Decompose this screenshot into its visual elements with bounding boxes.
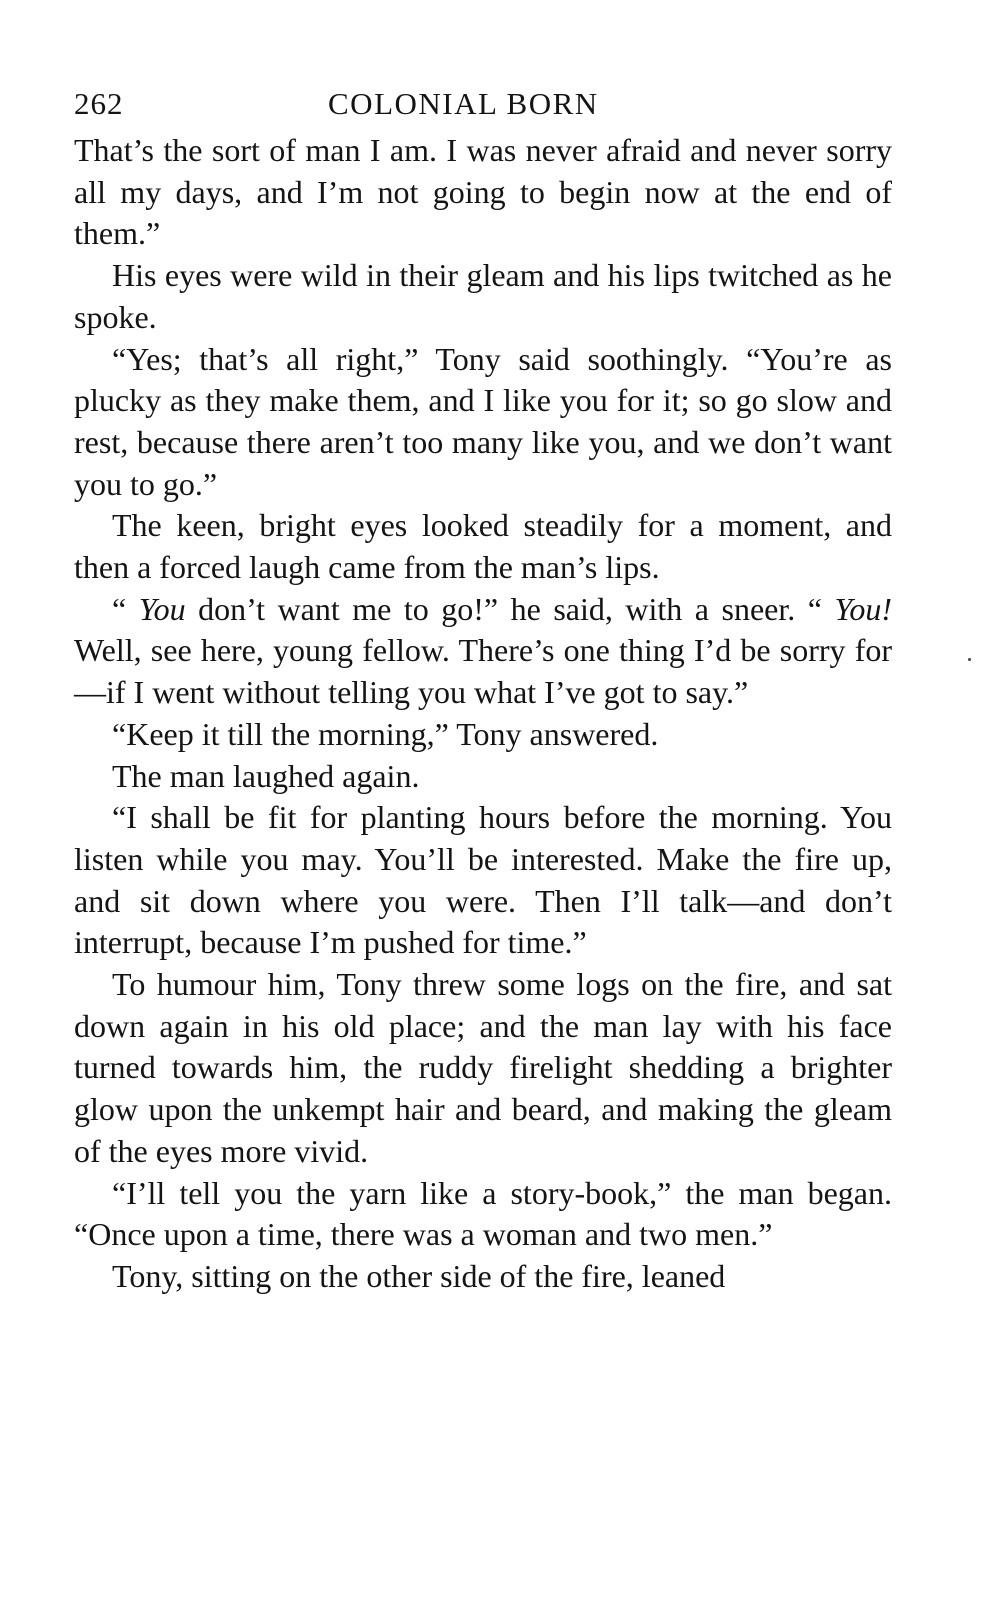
quote-open: “ <box>112 590 139 627</box>
paragraph-text: don’t want me to go!” he said, with a sneer. “ <box>185 590 835 627</box>
paragraph: His eyes were wild in their gleam and his lips twitched as he spoke. <box>74 257 892 335</box>
paragraph: The man laughed again. <box>112 757 420 794</box>
paragraph: “I shall be fit for planting hours before the morning. You listen while you may. You’ll be interested. Make the fire up, and sit down where you were. Then I’ll talk—and don’t interrupt, because I’m pushed for time.” <box>74 799 892 961</box>
print-speck <box>968 658 971 661</box>
page-number: 262 <box>74 86 124 121</box>
running-head <box>74 78 892 130</box>
body-text <box>74 130 892 1298</box>
paragraph: That’s the sort of man I am. I was never afraid and never sorry all my days, and I’m not going to begin now at the end of them.” <box>74 132 892 252</box>
paragraph: “Yes; that’s all right,” Tony said soothingly. “You’re as plucky as they make them, and I like you for it; so go slow and rest, because there aren’t too many like you, and we don’t want you to go.” <box>74 340 892 502</box>
paragraph: “I’ll tell you the yarn like a story-book,” the man began. “Once upon a time, there was a woman and two men.” <box>74 1174 892 1253</box>
paragraph: The keen, bright eyes looked steadily for a moment, and then a forced laugh came from the man’s lips. <box>74 507 892 586</box>
emphasis-you-exclaim: You! <box>834 590 893 627</box>
emphasis-you: You <box>138 590 186 627</box>
paragraph-text: Well, see here, young fellow. There’s one thing I’d be sorry for—if I went without telling you what I’ve got to say.” <box>74 632 892 711</box>
paragraph <box>74 589 892 714</box>
book-page <box>74 78 892 1298</box>
paragraph: To humour him, Tony threw some logs on the fire, and sat down again in his old place; and the man lay with his face turned towards him, the ruddy firelight shedding a brighter glow upon the unkempt hair and beard, and making the gleam of the eyes more vivid. <box>74 966 892 1169</box>
paragraph: Tony, sitting on the other side of the fire, leaned <box>112 1257 726 1294</box>
paragraph: “Keep it till the morning,” Tony answered. <box>112 715 659 752</box>
running-title: COLONIAL BORN <box>328 86 599 121</box>
